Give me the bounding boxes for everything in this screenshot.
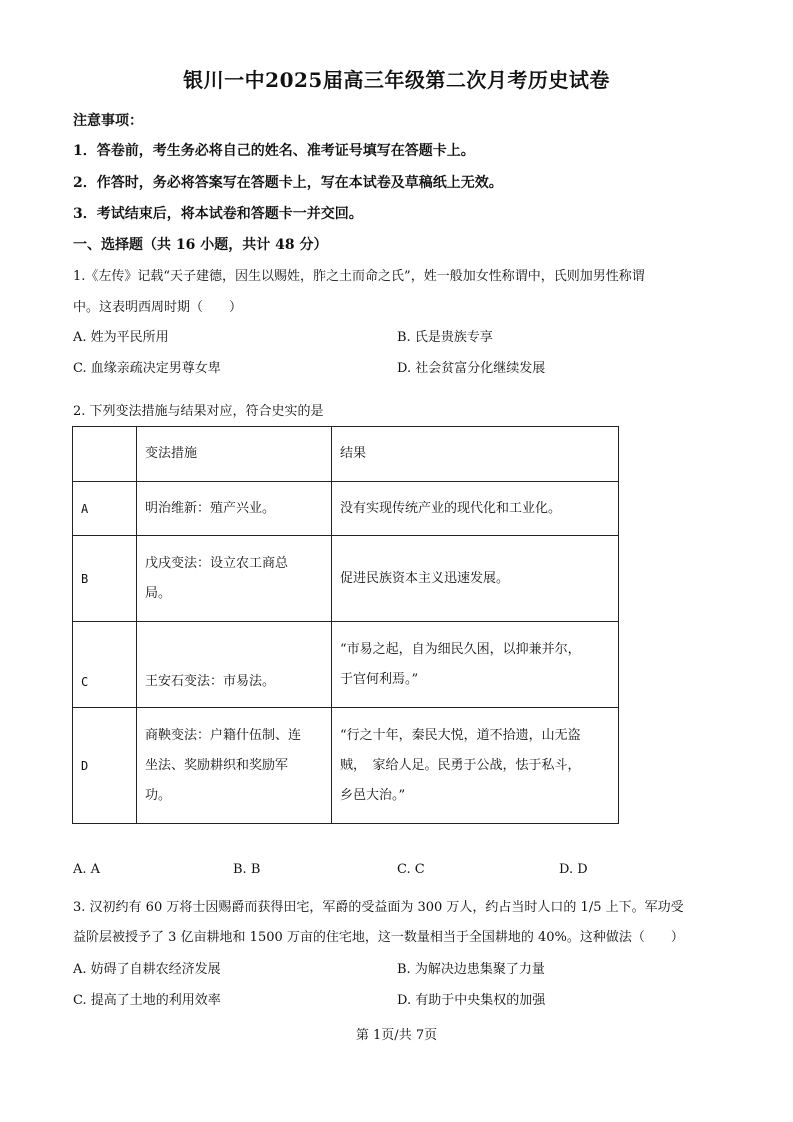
result-line: 贼， 家给人足。民勇于公战，怯于私斗， (340, 757, 581, 773)
measure-cell (137, 708, 332, 824)
question-3-line-2: 益阶层被授予了 3 亿亩耕地和 1500 万亩的住宅地，这一数量相当于全国耕地的 40%。这种做法（ ） (73, 930, 684, 945)
reform-table (72, 426, 619, 824)
result-cell (332, 622, 619, 708)
question-3-option-a: A. 妨碍了自耕农经济发展 (73, 962, 221, 977)
question-2-option-a: A. A (73, 862, 101, 877)
measure-cell (137, 622, 332, 708)
question-2-stem: 2. 下列变法措施与结果对应，符合史实的是 (73, 404, 324, 419)
table-header-cell (73, 427, 137, 482)
result-line: 促进民族资本主义迅速发展。 (340, 570, 510, 586)
measure-line: 商鞅变法：户籍什伍制、连 (145, 727, 302, 743)
result-line: 于官何利焉。” (340, 671, 419, 687)
question-1-option-b: B. 氏是贵族专享 (397, 330, 493, 345)
question-1-option-a: A. 姓为平民所用 (73, 330, 169, 345)
result-line: “行之十年，秦民大悦，道不拾遗，山无盗 (340, 727, 581, 743)
page-title: 银川一中2025届高三年级第二次月考历史试卷 (183, 68, 610, 92)
measure-line: 戊戌变法：设立农工商总 (145, 555, 289, 571)
measure-cell (137, 482, 332, 536)
measure-line: 坐法、奖励耕织和奖励军 (145, 757, 289, 773)
question-1-line-2: 中。这表明西周时期（ ） (73, 300, 243, 315)
question-2-option-b: B. B (233, 862, 261, 877)
measure-line: 功。 (145, 787, 172, 803)
table-row (73, 622, 619, 708)
table-header-cell: 变法措施 (137, 427, 332, 482)
page-footer: 第 1页/共 7页 (355, 1028, 438, 1043)
measure-line: 王安石变法：市易法。 (145, 674, 276, 689)
table-row (73, 482, 619, 536)
result-line: 没有实现传统产业的现代化和工业化。 (340, 500, 562, 516)
question-1-line-1: 1.《左传》记载“天子建德，因生以赐姓，胙之土而命之氏”，姓一般加女性称谓中，氏则加男性称谓 (73, 269, 645, 284)
result-cell (332, 536, 619, 622)
notice-heading: 注意事项： (73, 113, 143, 129)
row-letter: C (73, 622, 137, 708)
result-cell (332, 482, 619, 536)
result-line: 乡邑大治。” (340, 787, 406, 803)
question-2-option-d: D. D (559, 862, 588, 877)
notice-item-3: 3．考试结束后，将本试卷和答题卡一并交回。 (73, 206, 363, 222)
question-1-option-c: C. 血缘亲疏决定男尊女卑 (73, 361, 221, 376)
result-cell (332, 708, 619, 824)
section-heading: 一、选择题（共 16 小题，共计 48 分） (73, 237, 328, 253)
measure-line: 明治维新：殖产兴业。 (145, 500, 276, 516)
table-row (73, 536, 619, 622)
notice-item-1: 1．答卷前，考生务必将自己的姓名、准考证号填写在答题卡上。 (73, 143, 475, 159)
result-line: “市易之起，自为细民久困，以抑兼并尔， (340, 641, 581, 657)
table-row (73, 708, 619, 824)
notice-item-2: 2．作答时，务必将答案写在答题卡上，写在本试卷及草稿纸上无效。 (73, 175, 503, 191)
question-3-option-b: B. 为解决边患集聚了力量 (397, 962, 545, 977)
row-letter: D (73, 708, 137, 824)
row-letter: A (73, 482, 137, 536)
question-2-option-c: C. C (397, 862, 425, 877)
measure-line: 局。 (145, 585, 172, 601)
question-3-line-1: 3. 汉初约有 60 万将士因赐爵而获得田宅，军爵的受益面为 300 万人，约占当时人口的 1/5 上下。军功受 (73, 900, 684, 915)
measure-cell (137, 536, 332, 622)
question-3-option-d: D. 有助于中央集权的加强 (397, 993, 546, 1008)
row-letter: B (73, 536, 137, 622)
question-1-option-d: D. 社会贫富分化继续发展 (397, 361, 546, 376)
table-header-cell: 结果 (332, 427, 619, 482)
table-header-row (73, 427, 619, 482)
question-3-option-c: C. 提高了土地的利用效率 (73, 993, 221, 1008)
